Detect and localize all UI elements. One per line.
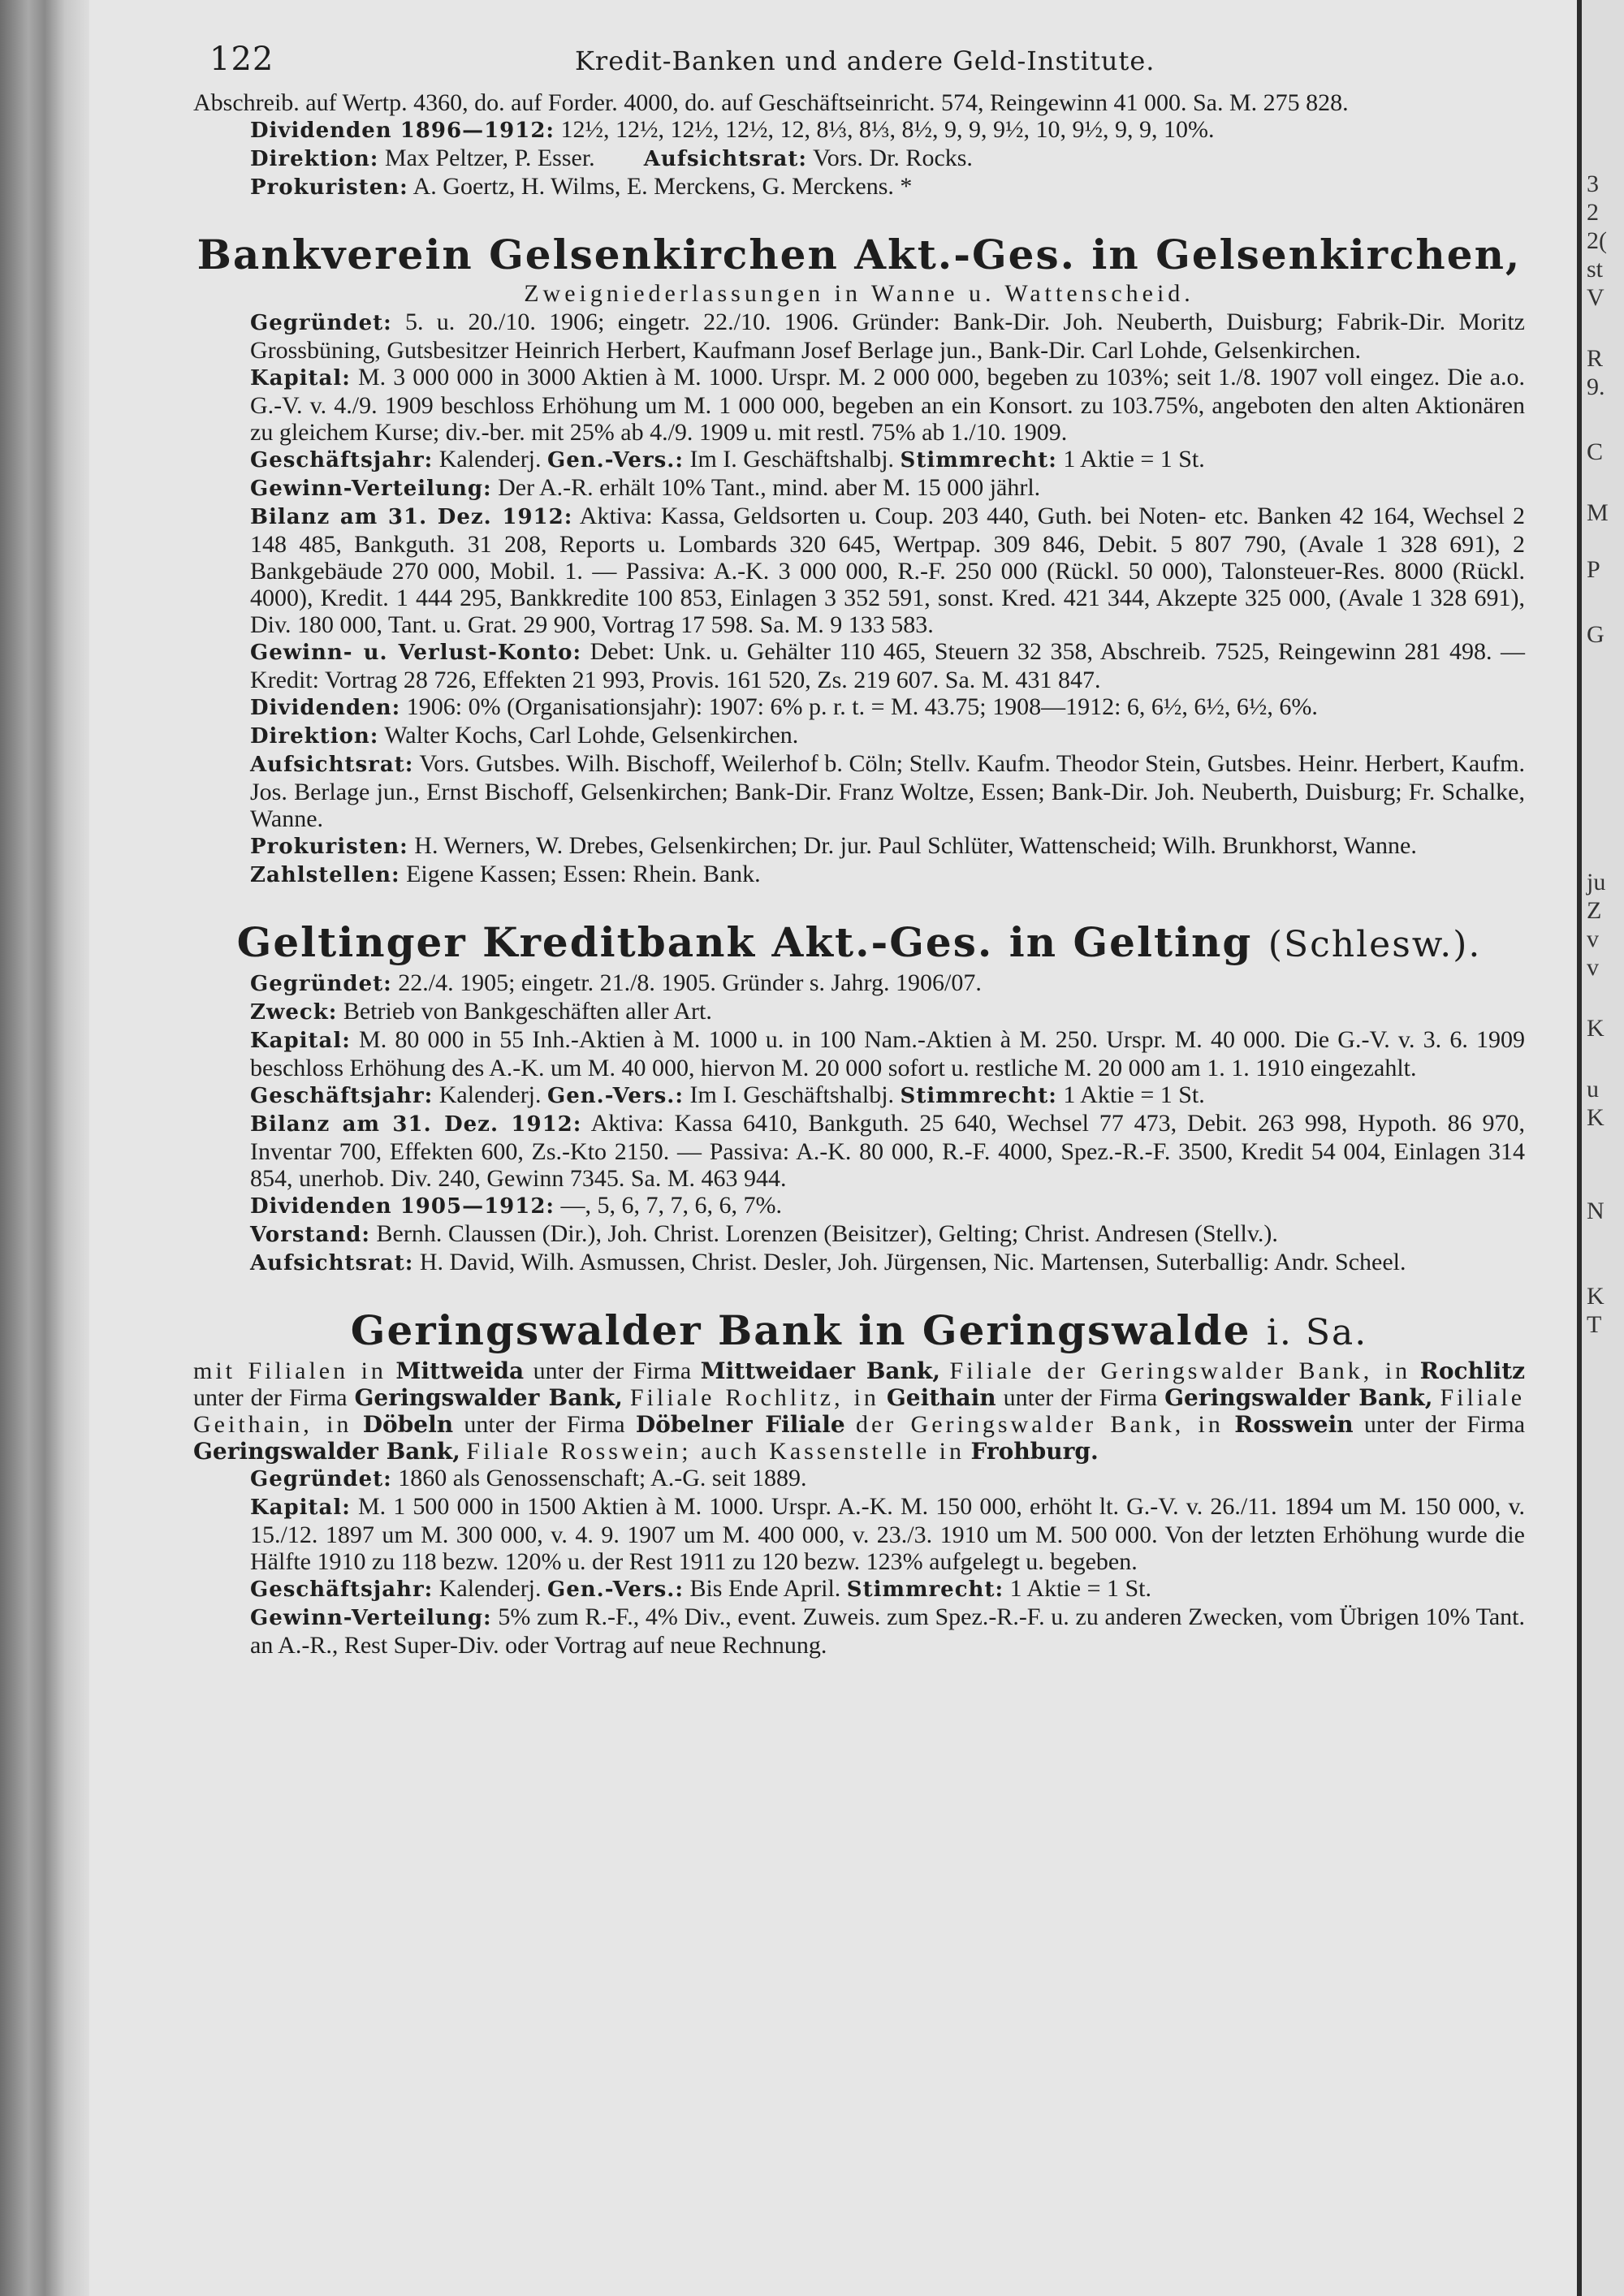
label: Direktion:: [250, 147, 379, 171]
fragment: 9.: [1587, 373, 1605, 400]
title-suffix: (Schlesw.).: [1268, 924, 1482, 965]
fragment: N: [1587, 1198, 1605, 1224]
fragment: Z: [1587, 897, 1602, 924]
branches-paragraph: [193, 1357, 1525, 1465]
previous-entry-continuation: [193, 89, 1525, 201]
gegruendet-entry: [193, 1465, 1525, 1493]
value: Aktiva: Kassa 6410, Bankguth. 25 640, Wechsel 77 473, Debit. 263 998, Hypoth. 86 970, Inventar 700, Effekten 600, Zs.-Kto 2150. — Passiva: A.-K. 80 000, R.-F. 4000, Spez.-R.-F. 3500, Kredit 54 004, Einlagen 314 854, unerhob. Div. 240, Gewinn 7345. Sa. M. 463 944.: [250, 1110, 1525, 1192]
label: Aufsichtsrat:: [250, 753, 414, 777]
book-page: [193, 41, 1525, 1659]
text: unter der Firma: [1363, 1411, 1526, 1438]
gegruendet-entry: [193, 309, 1525, 364]
text: Abschreib. auf Wertp. 4360, do. auf Forder. 4000, do. auf Geschäftseinricht. 574, Reingewinn 41 000. Sa. M. 275 828.: [193, 89, 1349, 116]
entry-title: [193, 1306, 1525, 1357]
fragment: ju: [1587, 869, 1606, 896]
label: Gegründet:: [250, 1467, 392, 1491]
title-main: Geringswalder Bank in Geringswalde: [350, 1306, 1251, 1354]
title-main: Geltinger Kreditbank Akt.-Ges. in Gelting: [236, 918, 1253, 966]
value: Kalenderj.: [438, 1081, 542, 1108]
value: Walter Kochs, Carl Lohde, Gelsenkirchen.: [384, 722, 799, 749]
page-number: 122: [209, 41, 274, 78]
entry-title: Bankverein Gelsenkirchen Akt.-Ges. in Gelsenkirchen,: [197, 231, 1522, 278]
place: Rosswein: [1234, 1411, 1354, 1438]
direktion-entry: [193, 722, 1525, 750]
label: Dividenden 1905—1912:: [250, 1194, 555, 1219]
value: Bernh. Claussen (Dir.), Joh. Christ. Lorenzen (Beisitzer), Gelting; Christ. Andresen (Stellv.).: [376, 1220, 1278, 1247]
vorstand-entry: [193, 1220, 1525, 1249]
label: Kapital:: [250, 1495, 351, 1520]
text: mit Filialen in: [193, 1357, 387, 1384]
value: Vors. Dr. Rocks.: [812, 145, 973, 171]
firm-name: Döbelner Filiale: [635, 1411, 845, 1438]
aufsichtsrat-entry: [193, 1249, 1525, 1277]
fragment: u: [1587, 1076, 1599, 1103]
label: Aufsichtsrat:: [643, 147, 807, 171]
fragment: v: [1587, 954, 1599, 981]
label: Geschäftsjahr:: [250, 448, 434, 473]
firm-name: Geringswalder Bank,: [193, 1438, 460, 1465]
value: M. 1 500 000 in 1500 Aktien à M. 1000. Urspr. A.-K. M. 150 000, erhöht lt. G.-V. v. 26./11. 1894 um M. 150 000, v. 15./12. 1897 um M. 300 000, v. 4. 9. 1907 um M. 400 000, v. 23./3. 1910 um M. 500 000. Von der letzten Erhöhung wurde die Hälfte 1910 zu 118 bezw. 120% u. der Rest 1911 zu 120 bezw. 123% aufgelegt u. begeben.: [250, 1493, 1525, 1575]
label: Geschäftsjahr:: [250, 1084, 434, 1108]
zahlstellen-entry: [193, 861, 1525, 889]
label: Stimmrecht:: [846, 1577, 1004, 1602]
kapital-entry: [193, 1026, 1525, 1081]
continuation-text: [193, 89, 1525, 116]
label: Gewinn-Verteilung:: [250, 1606, 492, 1630]
branches-subtitle: Zweigniederlassungen in Wanne u. Wattenscheid.: [524, 280, 1194, 307]
value: Max Peltzer, P. Esser.: [384, 145, 595, 171]
bilanz-entry: [193, 503, 1525, 638]
value: Eigene Kassen; Essen: Rhein. Bank.: [406, 861, 761, 887]
prokuristen-entry: [193, 173, 1525, 201]
text: unter der Firma: [1003, 1384, 1158, 1411]
value: Bis Ende April.: [689, 1575, 841, 1602]
label: Prokuristen:: [250, 835, 408, 859]
firm-name: Mittweidaer Bank,: [700, 1357, 941, 1384]
dividenden-entry: [193, 693, 1525, 722]
fragment: K: [1587, 1283, 1605, 1310]
label: Prokuristen:: [250, 175, 408, 200]
value: Im I. Geschäftshalbj.: [689, 1081, 895, 1108]
aufsichtsrat-entry: [193, 750, 1525, 832]
entry-title: [193, 918, 1525, 969]
value: 22./4. 1905; eingetr. 21./8. 1905. Gründer s. Jahrg. 1906/07.: [398, 969, 982, 996]
value: 1 Aktie = 1 St.: [1063, 1081, 1205, 1108]
value: Kalenderj.: [438, 446, 542, 473]
fragment: C: [1587, 438, 1604, 465]
adjacent-page-fragment: [1582, 0, 1624, 2296]
direktion-entry: [193, 145, 1525, 173]
text: Filiale Geithain, in: [193, 1384, 1526, 1438]
fragment: M: [1587, 499, 1609, 526]
firm-name: Geringswalder Bank,: [1164, 1384, 1433, 1411]
dividenden-entry: [193, 116, 1525, 145]
label: Gen.-Vers.:: [547, 1084, 684, 1108]
value: A. Goertz, H. Wilms, E. Merckens, G. Merckens. *: [412, 173, 913, 200]
text: der Geringswalder Bank, in: [855, 1411, 1224, 1438]
place: Döbeln: [362, 1411, 454, 1438]
gewinn-verlust-entry: [193, 638, 1525, 693]
running-header: [193, 41, 1525, 89]
value: 12½, 12½, 12½, 12½, 12, 8⅓, 8⅓, 8½, 9, 9, 9½, 10, 9½, 9, 9, 10%.: [560, 116, 1215, 143]
value: Debet: Unk. u. Gehälter 110 465, Steuern 32 358, Abschreib. 7525, Reingewinn 281 498. — Kredit: Vortrag 28 726, Effekten 21 993, Provis. 161 520, Zs. 219 607. Sa. M. 431 847.: [250, 638, 1526, 693]
zweck-entry: [193, 998, 1525, 1026]
fragment: K: [1587, 1104, 1605, 1131]
prokuristen-entry: [193, 832, 1525, 861]
fragment: G: [1587, 621, 1605, 648]
kapital-entry: [193, 1493, 1525, 1575]
gegruendet-entry: [193, 969, 1525, 998]
value: 1 Aktie = 1 St.: [1063, 446, 1205, 473]
running-title: Kredit-Banken und andere Geld-Institute.: [575, 45, 1155, 76]
fragment: st: [1587, 256, 1604, 283]
value: 1860 als Genossenschaft; A.-G. seit 1889.: [398, 1465, 807, 1491]
fragment: T: [1587, 1311, 1602, 1338]
geschaeftsjahr-entry: [193, 1081, 1525, 1110]
geschaeftsjahr-entry: [193, 1575, 1525, 1603]
value: Aktiva: Kassa, Geldsorten u. Coup. 203 440, Guth. bei Noten- etc. Banken 42 164, Wechsel 2 148 485, Bankguth. 31 208, Reports u. Lombards 320 645, Wertpap. 309 846, Debit. 5 807 790, (Avale 1 328 691), 2 Bankgebäude 270 000, Mobil. 1. — Passiva: A.-K. 3 000 000, R.-F. 250 000 (Rückl. 50 000), Talonsteuer-Res. 8000 (Rückl. 4000), Kredit. 1 444 295, Bankkredite 100 853, Einlagen 3 352 591, sonst. Kred. 421 344, Akzepte 325 000, (Avale 1 328 691), Div. 180 000, Tant. u. Grat. 29 900, Vortrag 17 598. Sa. M. 9 133 583.: [250, 503, 1525, 638]
value: —, 5, 6, 7, 7, 6, 6, 7%.: [560, 1192, 783, 1219]
label: Gegründet:: [250, 311, 392, 335]
text: unter der Firma: [533, 1357, 692, 1384]
label: Dividenden:: [250, 696, 401, 720]
value: Vors. Gutsbes. Wilh. Bischoff, Weilerhof b. Cöln; Stellv. Kaufm. Theodor Stein, Gutsbes. Heinr. Herbert, Kaufm. Jos. Berlage jun., Ernst Bischoff, Gelsenkirchen; Bank-Dir. Franz Woltze, Essen; Bank-Dir. Joh. Neuberth, Duisburg; Fr. Schalke, Wanne.: [250, 750, 1525, 832]
title-suffix: i. Sa.: [1266, 1312, 1368, 1353]
text: unter der Firma: [464, 1411, 625, 1438]
kapital-entry: [193, 364, 1525, 446]
entry-geltinger-kreditbank: [193, 918, 1525, 1277]
label: Gewinn-Verteilung:: [250, 477, 492, 501]
label: Kapital:: [250, 1029, 351, 1053]
fragment: 2: [1587, 199, 1599, 226]
gewinnverteilung-entry: [193, 1603, 1525, 1659]
value: Der A.-R. erhält 10% Tant., mind. aber M. 15 000 jährl.: [498, 474, 1041, 501]
text: Filiale der Geringswalder Bank, in: [949, 1357, 1411, 1384]
place: Mittweida: [395, 1357, 525, 1384]
text: Filiale Rochlitz, in: [629, 1384, 879, 1411]
value: Betrieb von Bankgeschäften aller Art.: [343, 998, 712, 1025]
label: Vorstand:: [250, 1223, 371, 1247]
label: Stimmrecht:: [900, 1084, 1057, 1108]
value: 1 Aktie = 1 St.: [1009, 1575, 1152, 1602]
place: Rochlitz: [1419, 1357, 1526, 1384]
label: Gegründet:: [250, 972, 392, 996]
text: unter der Firma: [193, 1384, 348, 1411]
place: Geithain: [886, 1384, 996, 1411]
label: Bilanz am 31. Dez. 1912:: [250, 505, 573, 529]
entry-geringswalder-bank: [193, 1306, 1525, 1659]
text: Filiale Rosswein; auch Kassenstelle in: [466, 1438, 965, 1465]
label: Bilanz am 31. Dez. 1912:: [250, 1112, 582, 1137]
fragment: V: [1587, 284, 1605, 311]
label: Gen.-Vers.:: [547, 448, 684, 473]
place: Frohburg.: [970, 1438, 1099, 1465]
label: Aufsichtsrat:: [250, 1251, 414, 1275]
fragment: R: [1587, 345, 1604, 372]
fragment: K: [1587, 1015, 1605, 1042]
label: Direktion:: [250, 724, 379, 749]
label: Zahlstellen:: [250, 863, 400, 887]
fragment: 2(: [1587, 227, 1607, 254]
value: 1906: 0% (Organisationsjahr): 1907: 6% p. r. t. = M. 43.75; 1908—1912: 6, 6½, 6½, 6½, 6%.: [406, 693, 1318, 720]
label: Zweck:: [250, 1000, 338, 1025]
entry-bankverein-gelsenkirchen: [193, 231, 1525, 889]
fragment: v: [1587, 926, 1599, 952]
value: H. Werners, W. Drebes, Gelsenkirchen; Dr. jur. Paul Schlüter, Wattenscheid; Wilh. Brunkhorst, Wanne.: [414, 832, 1417, 859]
fragment: P: [1587, 556, 1600, 583]
label: Stimmrecht:: [900, 448, 1057, 473]
label: Geschäftsjahr:: [250, 1577, 434, 1602]
value: 5% zum R.-F., 4% Div., event. Zuweis. zum Spez.-R.-F. u. zu anderen Zwecken, vom Übrigen 10% Tant. an A.-R., Rest Super-Div. oder Vortrag auf neue Rechnung.: [250, 1603, 1525, 1659]
label: Gen.-Vers.:: [547, 1577, 684, 1602]
label: Kapital:: [250, 366, 351, 391]
geschaeftsjahr-entry: [193, 446, 1525, 474]
book-binding-shadow: [0, 0, 89, 2296]
value: M. 3 000 000 in 3000 Aktien à M. 1000. Urspr. M. 2 000 000, begeben zu 103%; seit 1./8. 1907 voll eingez. Die a.o. G.-V. v. 4./9. 1909 beschloss Erhöhung um M. 1 000 000, begeben an ein Konsort. zu 103.75%, angeboten den alten Aktionären zu gleichem Kurse; div.-ber. mit 25% ab 4./9. 1909 u. mit restl. 75% ab 1./10. 1909.: [250, 364, 1526, 446]
dividenden-entry: [193, 1192, 1525, 1220]
gewinnverteilung-entry: [193, 474, 1525, 503]
value: H. David, Wilh. Asmussen, Christ. Desler, Joh. Jürgensen, Nic. Martensen, Suterballig: Andr. Scheel.: [419, 1249, 1406, 1275]
value: M. 80 000 in 55 Inh.-Aktien à M. 1000 u. in 100 Nam.-Aktien à M. 250. Urspr. M. 40 000. Die G.-V. v. 3. 6. 1909 beschloss Erhöhung des A.-K. um M. 40 000, hiervon M. 20 000 sofort u. restliche M. 20 000 am 1. 1. 1910 eingezahlt.: [250, 1026, 1526, 1081]
value: 5. u. 20./10. 1906; eingetr. 22./10. 1906. Gründer: Bank-Dir. Joh. Neuberth, Duisburg; Fabrik-Dir. Moritz Grossbüning, Gutsbesitzer Heinrich Herbert, Kaufmann Josef Berlage jun., Bank-Dir. Carl Lohde, Gelsenkirchen.: [250, 309, 1525, 364]
label: Gewinn- u. Verlust-Konto:: [250, 641, 582, 665]
value: Im I. Geschäftshalbj.: [689, 446, 895, 473]
bilanz-entry: [193, 1110, 1525, 1192]
firm-name: Geringswalder Bank,: [354, 1384, 623, 1411]
fragment: 3: [1587, 170, 1599, 197]
value: Kalenderj.: [438, 1575, 542, 1602]
label: Dividenden 1896—1912:: [250, 119, 555, 143]
